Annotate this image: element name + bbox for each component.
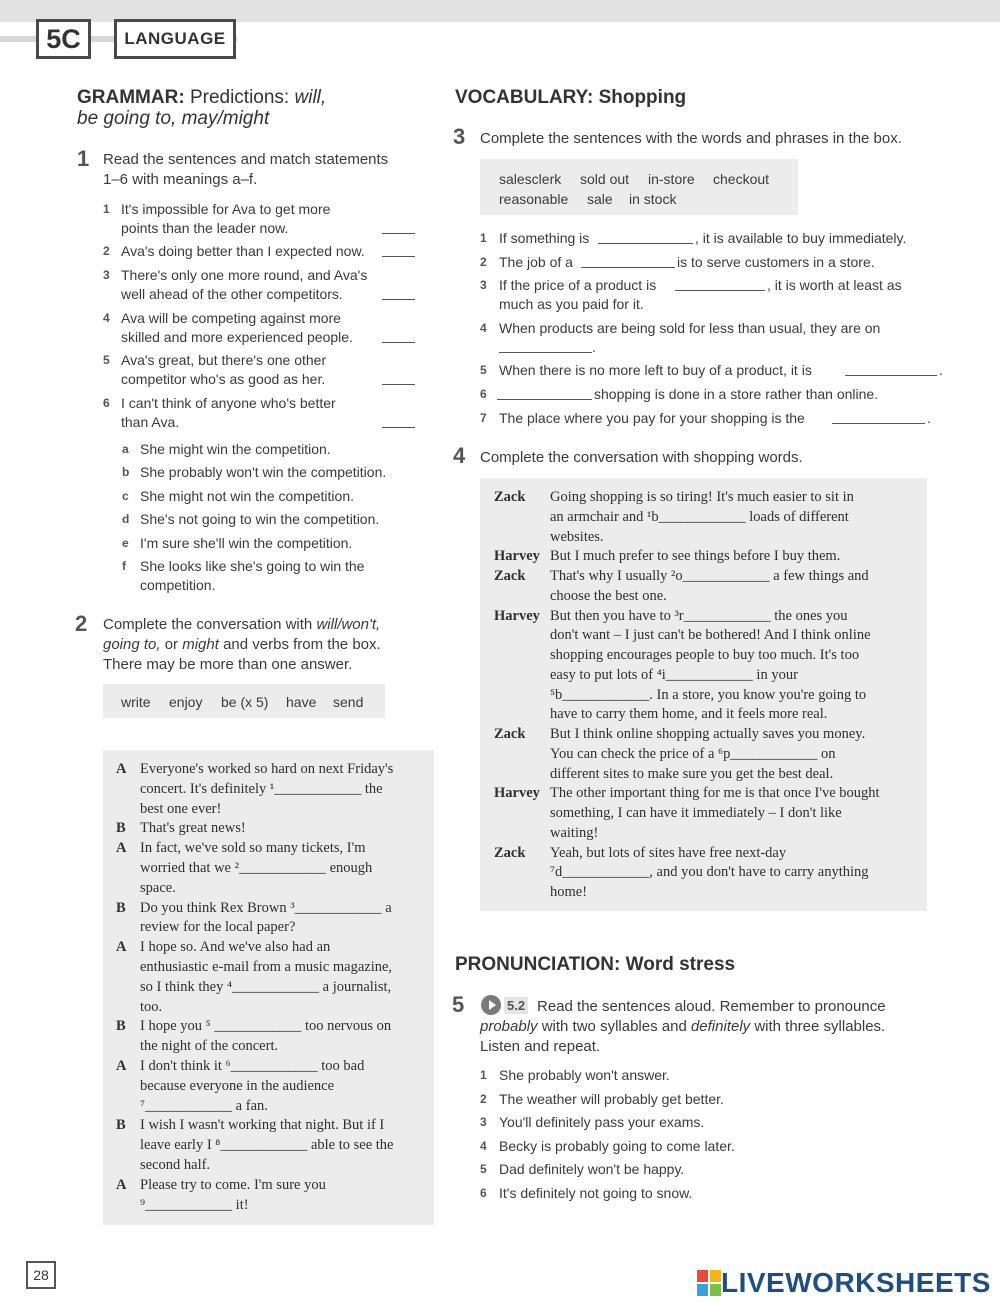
statement-line: than Ava. xyxy=(121,414,180,430)
answer-blank[interactable] xyxy=(382,256,415,257)
sentence-text: It's definitely not going to snow. xyxy=(499,1185,693,1201)
sentence-start: If the price of a product is xyxy=(499,277,657,293)
sentence-end: shopping is done in a store rather than online. xyxy=(594,386,879,402)
meaning-line: She might win the competition. xyxy=(140,441,331,457)
answer-blank[interactable] xyxy=(832,423,925,424)
vocabulary-heading: VOCABULARY: Shopping xyxy=(455,87,687,108)
sentence-text: Becky is probably going to come later. xyxy=(499,1138,735,1154)
conversation-line: space. xyxy=(140,879,176,896)
pronunciation-item xyxy=(480,1066,880,1085)
item-number: 1 xyxy=(480,231,487,245)
meaning-line: She looks like she's going to win the xyxy=(140,558,365,574)
item-number: 7 xyxy=(480,411,487,425)
conversation-line: second half. xyxy=(140,1157,211,1173)
sentence-start: When there is no more left to buy of a product, it is xyxy=(499,362,812,378)
conversation-line: leave early I ⁸____________ able to see the xyxy=(140,1137,394,1154)
conversation-line: Please try to come. I'm sure you xyxy=(140,1176,326,1193)
sentence-text: The weather will probably get better. xyxy=(499,1091,724,1107)
item-number: 5 xyxy=(480,363,487,377)
sentence-end: . xyxy=(927,410,931,426)
item-number: 5 xyxy=(480,1162,487,1176)
speaker-name: Harvey xyxy=(494,785,540,802)
item-number: 2 xyxy=(480,1092,487,1106)
answer-blank[interactable] xyxy=(845,375,937,376)
meaning-letter: b xyxy=(122,465,130,479)
conversation-line: You can check the price of a ⁶p____________ on xyxy=(550,745,836,762)
exercise-1-instruction: Read the sentences and match statements 1–6 with meanings a–f. xyxy=(103,151,389,188)
conversation-line: so I think they ⁴____________ a journalist, xyxy=(140,978,392,995)
statement-line: skilled and more experienced people. xyxy=(121,329,353,345)
exercise-2-instruction: Complete the conversation with will/won't, going to, or might and verbs from the box. There may be more than one answer. xyxy=(103,616,381,673)
item-number: 4 xyxy=(480,1139,487,1153)
meaning-letter: d xyxy=(122,512,130,526)
conversation-line: Yeah, but lots of sites have free next-day xyxy=(550,844,787,861)
conversation-line: waiting! xyxy=(550,824,599,841)
speaker-name: A xyxy=(116,1176,127,1193)
conversation-line: ⁵b____________. In a store, you know you're going to xyxy=(550,686,867,703)
word-box-item: enjoy xyxy=(169,694,203,710)
item-number: 1 xyxy=(480,1068,487,1082)
play-audio-icon[interactable] xyxy=(481,995,501,1015)
conversation-line: enthusiastic e-mail from a music magazine, xyxy=(140,959,393,975)
conversation-line: In fact, we've sold so many tickets, I'm xyxy=(140,840,366,857)
conversation-line: I hope you ⁵ ____________ too nervous on xyxy=(140,1018,392,1035)
page-number: 28 xyxy=(26,1261,56,1289)
meaning-item xyxy=(122,463,422,482)
exercise-1-number: 1 xyxy=(77,146,90,171)
sentence-end: , it is worth at least as xyxy=(767,277,902,293)
meaning-letter: f xyxy=(122,559,126,573)
conversation-line: ⁷d____________, and you don't have to carry anything xyxy=(550,864,869,881)
answer-blank[interactable] xyxy=(382,384,415,385)
sentence-text: She probably won't answer. xyxy=(499,1067,670,1083)
conversation-line: Everyone's worked so hard on next Friday's xyxy=(140,761,394,777)
statement-line: well ahead of the other competitors. xyxy=(121,286,343,302)
statement-line: I can't think of anyone who's better xyxy=(121,395,336,411)
conversation-line: different sites to make sure you get the best deal. xyxy=(550,765,834,782)
sentence-start: When products are being sold for less than usual, they are on xyxy=(499,320,881,336)
conversation-line: The other important thing for me is that once I've bought xyxy=(550,785,880,802)
answer-blank[interactable] xyxy=(382,233,415,234)
exercise-2-number: 2 xyxy=(75,611,88,636)
conversation-line: ⁷____________ a fan. xyxy=(140,1097,268,1114)
item-number: 3 xyxy=(480,278,487,292)
word-box-item: reasonable xyxy=(499,191,569,207)
grammar-heading: GRAMMAR: Predictions: will, xyxy=(77,87,327,108)
item-number: 6 xyxy=(480,387,487,401)
speaker-name: Harvey xyxy=(494,607,540,624)
conversation-line: too. xyxy=(140,998,163,1015)
speaker-name: Zack xyxy=(494,489,526,505)
statement-number: 1 xyxy=(103,202,110,216)
conversation-line: have to carry them home, and it feels more real. xyxy=(550,706,828,723)
pronunciation-item xyxy=(480,1160,880,1179)
exercise-5-number: 5 xyxy=(452,992,465,1017)
meaning-line: She's not going to win the competition. xyxy=(140,511,380,527)
sentence-continuation: much as you paid for it. xyxy=(499,296,644,312)
word-box-item: sale xyxy=(587,191,613,207)
pronunciation-heading: PRONUNCIATION: Word stress xyxy=(455,954,736,975)
speaker-name: A xyxy=(116,939,127,956)
word-box-item: be (x 5) xyxy=(221,694,269,710)
statement-line: Ava's great, but there's one other xyxy=(121,352,327,368)
statement-item xyxy=(103,200,415,238)
conversation-line: choose the best one. xyxy=(550,587,667,604)
word-box-item: have xyxy=(286,694,317,710)
sentence-start: If something is xyxy=(499,230,590,246)
speaker-name: B xyxy=(116,820,126,837)
exercise-3-instruction: Complete the sentences with the words and phrases in the box. xyxy=(480,130,902,147)
word-box-item: in stock xyxy=(629,191,677,207)
conversation-line: That's great news! xyxy=(140,820,246,837)
word-box-item: salesclerk xyxy=(499,171,562,187)
conversation-line: the night of the concert. xyxy=(140,1038,279,1055)
meaning-letter: c xyxy=(122,489,129,503)
statement-number: 5 xyxy=(103,353,110,367)
conversation-line: concert. It's definitely ¹____________ the xyxy=(140,780,383,797)
exercise-5-instruction-line3: Listen and repeat. xyxy=(480,1038,601,1055)
speaker-name: A xyxy=(116,761,127,777)
pronunciation-item xyxy=(480,1113,880,1132)
word-box-item: sold out xyxy=(580,171,630,187)
sentence-start: The place where you pay for your shopping is the xyxy=(499,410,805,426)
conversation-line: easy to put lots of ⁴i____________ in your xyxy=(550,666,798,683)
exercise-5-instruction-line1: Read the sentences aloud. Remember to pronounce xyxy=(537,998,886,1015)
meaning-item xyxy=(122,534,422,553)
item-number: 4 xyxy=(480,321,487,335)
meaning-item xyxy=(122,510,422,529)
answer-blank[interactable] xyxy=(598,243,693,244)
liveworksheets-logo: LIVEWORKSHEETS xyxy=(697,1266,991,1300)
sentence-end: . xyxy=(939,362,943,378)
answer-blank[interactable] xyxy=(581,267,675,268)
statement-line: Ava will be competing against more xyxy=(121,310,341,326)
conversation-line: I don't think it ⁶____________ too bad xyxy=(140,1058,365,1074)
conversation-line: best one ever! xyxy=(140,800,222,817)
sentence-start: The job of a xyxy=(499,254,573,270)
answer-blank[interactable] xyxy=(382,299,415,300)
grammar-heading-line2: be going to, may/might xyxy=(77,108,270,129)
answer-blank[interactable] xyxy=(499,352,592,353)
meaning-item xyxy=(122,440,422,459)
speaker-name: B xyxy=(116,1117,126,1134)
meaning-line: I'm sure she'll win the competition. xyxy=(140,535,353,551)
conversation-line: home! xyxy=(550,884,588,900)
conversation-line: ⁹____________ it! xyxy=(140,1196,249,1213)
word-box-item: checkout xyxy=(713,171,770,187)
pronunciation-item xyxy=(480,1184,880,1203)
conversation-line: something, I can have it immediately – I don't like xyxy=(550,805,842,821)
speaker-name: Harvey xyxy=(494,548,540,565)
audio-track-number: 5.2 xyxy=(504,997,528,1014)
conversation-line: review for the local paper? xyxy=(140,919,296,936)
sentence-end: , it is available to buy immediately. xyxy=(695,230,907,246)
word-box-item: write xyxy=(121,694,151,710)
statement-line: Ava's doing better than I expected now. xyxy=(121,243,365,259)
statement-item xyxy=(103,266,415,304)
statement-number: 3 xyxy=(103,268,110,282)
meaning-item xyxy=(122,557,422,595)
meaning-letter: e xyxy=(122,536,129,550)
audio-track[interactable] xyxy=(481,995,528,1015)
pronunciation-item xyxy=(480,1137,880,1156)
conversation-line: Going shopping is so tiring! It's much easier to sit in xyxy=(550,489,854,505)
statement-item xyxy=(103,351,415,389)
conversation-line: But I think online shopping actually saves you money. xyxy=(550,726,866,742)
conversation-line: worried that we ²____________ enough xyxy=(140,860,373,876)
conversation-line: because everyone in the audience xyxy=(140,1077,335,1094)
statement-number: 2 xyxy=(103,244,110,258)
speaker-name: Zack xyxy=(494,726,526,742)
exercise-3-number: 3 xyxy=(453,124,466,149)
answer-blank[interactable] xyxy=(382,427,415,428)
liveworksheets-logo-icon xyxy=(697,1270,721,1296)
item-number: 3 xyxy=(480,1115,487,1129)
statement-line: There's only one more round, and Ava's xyxy=(121,267,368,283)
speaker-name: B xyxy=(116,1018,126,1035)
conversation-line: an armchair and ¹b____________ loads of different xyxy=(550,508,849,525)
answer-blank[interactable] xyxy=(675,290,765,291)
statement-item xyxy=(103,242,415,261)
speaker-name: Zack xyxy=(494,568,526,584)
item-number: 2 xyxy=(480,255,487,269)
sentence-end: is to serve customers in a store. xyxy=(677,254,875,270)
exercise-4-instruction: Complete the conversation with shopping words. xyxy=(480,449,803,466)
section-label: LANGUAGE xyxy=(114,19,236,59)
speaker-name: Zack xyxy=(494,844,526,861)
conversation-line: shopping encourages people to buy too much. It's too xyxy=(550,647,860,663)
conversation-line: But I much prefer to see things before I buy them. xyxy=(550,548,841,565)
conversation-line: websites. xyxy=(550,528,604,545)
meaning-letter: a xyxy=(122,442,129,456)
conversation-line: I wish I wasn't working that night. But if I xyxy=(140,1117,385,1134)
meaning-line: competition. xyxy=(140,577,216,593)
statement-line: It's impossible for Ava to get more xyxy=(121,201,331,217)
unit-badge: 5C xyxy=(36,19,91,59)
meaning-line: She might not win the competition. xyxy=(140,488,355,504)
conversation-line: That's why I usually ²o____________ a few things and xyxy=(550,568,869,584)
sentence-text: You'll definitely pass your exams. xyxy=(499,1114,705,1130)
word-box-item: in-store xyxy=(648,171,695,187)
statement-item xyxy=(103,394,415,432)
statement-number: 6 xyxy=(103,396,110,410)
meaning-line: She probably won't win the competition. xyxy=(140,464,387,480)
sentence-text: Dad definitely won't be happy. xyxy=(499,1161,685,1177)
answer-blank[interactable] xyxy=(382,342,415,343)
conversation-line: don't want – I just can't be bothered! And I think online xyxy=(550,627,871,644)
pronunciation-item xyxy=(480,1090,880,1109)
sentence-end: . xyxy=(592,339,596,355)
statement-number: 4 xyxy=(103,311,110,325)
conversation-line: Do you think Rex Brown ³____________ a xyxy=(140,899,392,916)
exercise-4-number: 4 xyxy=(453,443,466,468)
speaker-name: A xyxy=(116,1058,127,1074)
statement-line: competitor who's as good as her. xyxy=(121,371,326,387)
speaker-name: B xyxy=(116,899,126,916)
exercise-5-instruction-line2: probably with two syllables and definitely with three syllables. xyxy=(480,1018,886,1035)
statement-item xyxy=(103,309,415,347)
item-number: 6 xyxy=(480,1186,487,1200)
conversation-line: But then you have to ³r____________ the ones you xyxy=(550,607,848,624)
meaning-item xyxy=(122,487,422,506)
word-box-item: send xyxy=(333,694,364,710)
speaker-name: A xyxy=(116,840,127,857)
statement-line: points than the leader now. xyxy=(121,220,289,236)
answer-blank[interactable] xyxy=(497,399,592,400)
conversation-line: I hope so. And we've also had an xyxy=(140,939,331,956)
